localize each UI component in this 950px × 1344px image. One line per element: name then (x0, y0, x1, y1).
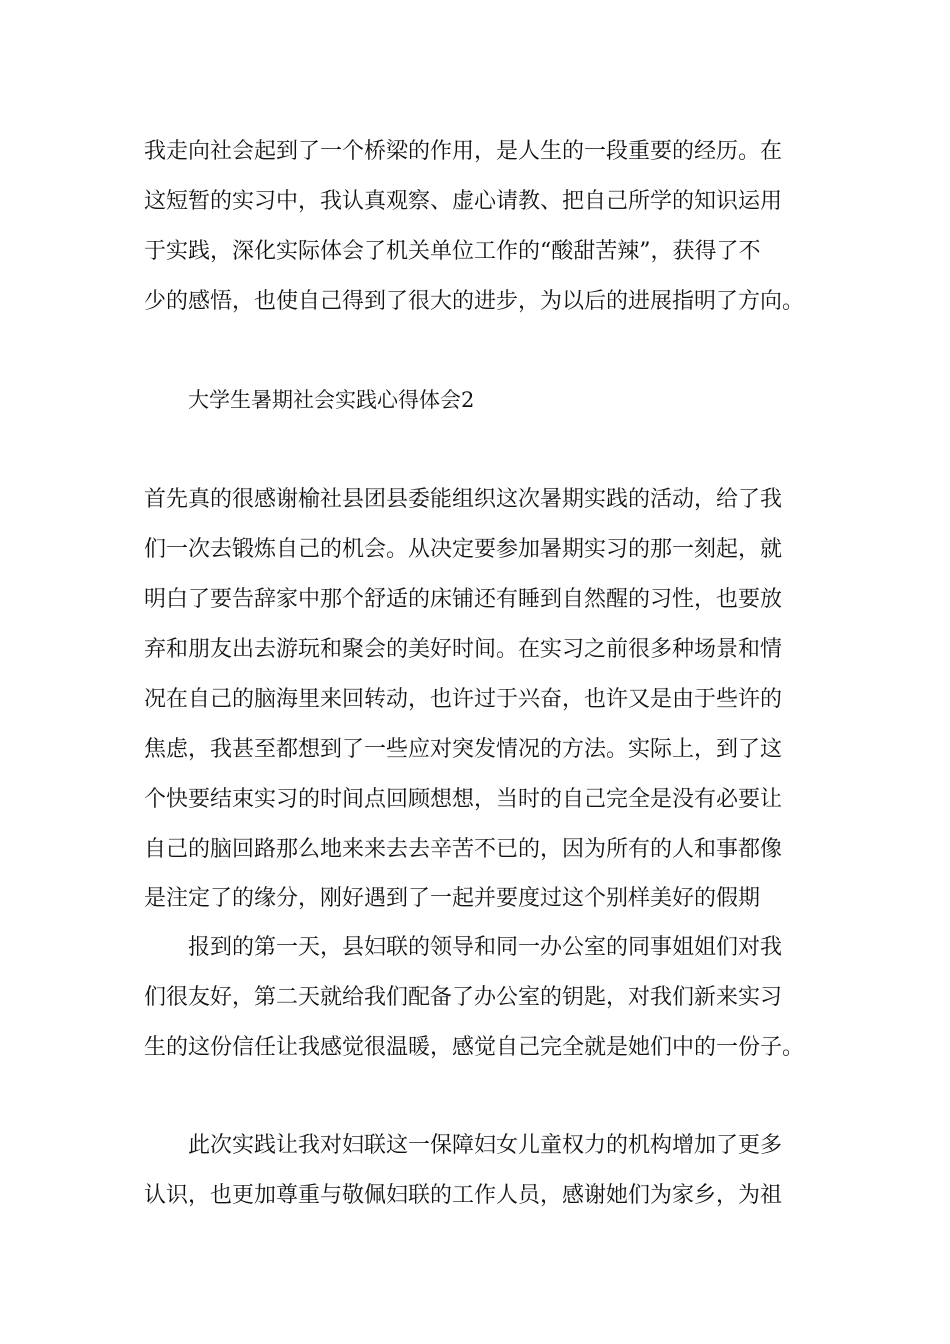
paragraph-4-line-1: 此次实践让我对妇联这一保障妇女儿童权力的机构增加了更多 (188, 1133, 783, 1158)
paragraph-3-line-2: 们很友好，第二天就给我们配备了办公室的钥匙，对我们新来实习 (144, 985, 783, 1010)
paragraph-4-line-2: 认识，也更加尊重与敬佩妇联的工作人员，感谢她们为家乡，为祖 (144, 1183, 783, 1208)
paragraph-2-line-3: 明白了要告辞家中那个舒适的床铺还有睡到自然醒的习性，也要放 (144, 587, 783, 612)
paragraph-2-line-2: 们一次去锻炼自己的机会。从决定要参加暑期实习的那一刻起，就 (144, 537, 783, 562)
paragraph-2-line-8: 自己的脑回路那么地来来去去辛苦不已的，因为所有的人和事都像 (144, 837, 783, 862)
paragraph-2-line-4: 弃和朋友出去游玩和聚会的美好时间。在实习之前很多种场景和情 (144, 637, 783, 662)
paragraph-1-line-2: 这短暂的实习中，我认真观察、虚心请教、把自己所学的知识运用 (144, 189, 783, 214)
paragraph-2-line-5: 况在自己的脑海里来回转动，也许过于兴奋，也许又是由于些许的 (144, 687, 783, 712)
paragraph-2-line-7: 个快要结束实习的时间点回顾想想，当时的自己完全是没有必要让 (144, 787, 783, 812)
paragraph-1-line-1: 我走向社会起到了一个桥梁的作用，是人生的一段重要的经历。在 (144, 139, 783, 164)
paragraph-3-line-1: 报到的第一天，县妇联的领导和同一办公室的同事姐姐们对我 (188, 935, 783, 960)
paragraph-3-line-3: 生的这份信任让我感觉很温暖，感觉自己完全就是她们中的一份子。 (144, 1035, 805, 1060)
paragraph-1-line-4: 少的感悟，也使自己得到了很大的进步，为以后的进展指明了方向。 (144, 289, 805, 314)
section-title: 大学生暑期社会实践心得体会2 (188, 388, 475, 412)
paragraph-2-line-9: 是注定了的缘分，刚好遇到了一起并要度过这个别样美好的假期 (144, 886, 761, 911)
paragraph-2-line-1: 首先真的很感谢榆社县团县委能组织这次暑期实践的活动，给了我 (144, 487, 783, 512)
paragraph-2-line-6: 焦虑，我甚至都想到了一些应对突发情况的方法。实际上，到了这 (144, 737, 783, 762)
paragraph-1-line-3: 于实践，深化实际体会了机关单位工作的“酸甜苦辣”，获得了不 (144, 239, 761, 264)
